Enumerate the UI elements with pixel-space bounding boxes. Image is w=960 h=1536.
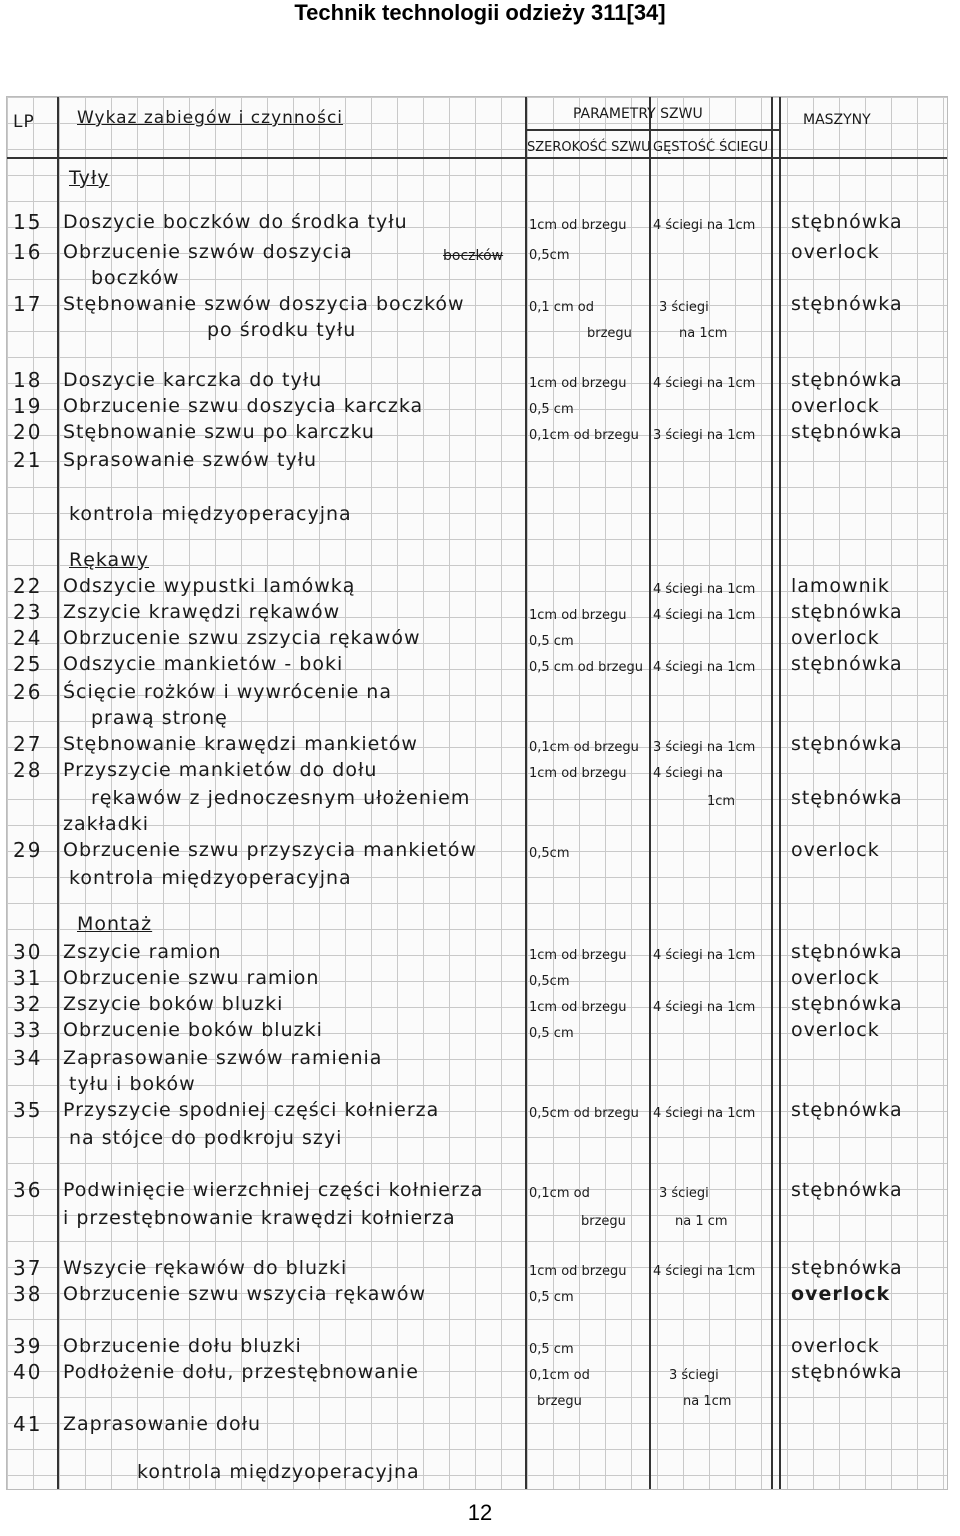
row-lp: 19 (13, 394, 43, 418)
row-operation: Obrzucenie boków bluzki (63, 1019, 323, 1041)
row-stitch-density: 4 ściegi na 1cm (653, 218, 756, 233)
row-stitch-density: 3 ściegi na 1cm (653, 740, 756, 755)
row-stitch-density: 4 ściegi na 1cm (653, 608, 756, 623)
row-stitch-density: 4 ściegi na 1cm (653, 1000, 756, 1015)
row-lp: 39 (13, 1334, 43, 1358)
column-rule-params (525, 97, 527, 1489)
row-lp: 38 (13, 1282, 43, 1306)
column-rule-lp (57, 97, 59, 1489)
row-seam-width: 0,5 cm (529, 1342, 574, 1357)
row-machine: stębnówka (791, 733, 903, 755)
row-seam-width: 1cm od brzegu (529, 608, 627, 623)
row-machine: stębnówka (791, 601, 903, 623)
row-stitch-density: 4 ściegi na 1cm (653, 948, 756, 963)
column-rule-machine-a (771, 97, 773, 1489)
row-operation: Sprasowanie szwów tyłu (63, 449, 318, 471)
row-lp: 29 (13, 838, 43, 862)
row-seam-width: 0,5cm (529, 846, 570, 861)
row-lp: 35 (13, 1098, 43, 1122)
row-lp: 16 (13, 240, 43, 264)
row-operation-cont2: zakładki (63, 813, 150, 835)
row-operation-cont: i przestębnowanie krawędzi kołnierza (63, 1207, 456, 1229)
row-operation: Obrzucenie dołu bluzki (63, 1335, 302, 1357)
row-lp: 17 (13, 292, 43, 316)
row-stitch-density: 4 ściegi na 1cm (653, 582, 756, 597)
row-seam-width: 0,5cm (529, 974, 570, 989)
row-operation: Zszycie boków bluzki (63, 993, 284, 1015)
params-header-rule (525, 129, 779, 131)
row-operation: Doszycie boczków do środka tyłu (63, 211, 408, 233)
row-operation: Obrzucenie szwu zszycia rękawów (63, 627, 421, 649)
row-stitch-density: 4 ściegi na 1cm (653, 1264, 756, 1279)
row-operation-cont: boczków (91, 267, 180, 289)
row-stitch-density: 3 ściegi (669, 1368, 719, 1383)
row-lp: 31 (13, 966, 43, 990)
header-operations: Wykaz zabiegów i czynności (77, 108, 344, 128)
row-operation: Obrzucenie szwu przyszycia mankietów (63, 839, 477, 861)
row-lp: 23 (13, 600, 43, 624)
header-machine: MASZYNY (803, 112, 871, 128)
row-lp: 37 (13, 1256, 43, 1280)
header-lp: LP (13, 112, 35, 132)
row-operation: Doszycie karczka do tyłu (63, 369, 323, 391)
row-machine: stębnówka (791, 369, 903, 391)
row-machine: lamownik (791, 575, 890, 597)
row-seam-width-cont: brzegu (537, 1394, 582, 1409)
page-title: Technik technologii odzieży 311[34] (294, 0, 666, 25)
row-seam-width-cont: brzegu (587, 326, 632, 341)
row-lp: 27 (13, 732, 43, 756)
row-operation: Przyszycie mankietów do dołu (63, 759, 378, 781)
page-number: 12 (467, 1500, 493, 1525)
row-machine: overlock (791, 839, 880, 861)
row-machine: overlock (791, 627, 880, 649)
header-params: PARAMETRY SZWU (573, 106, 703, 122)
row-operation-cont: prawą stronę (91, 707, 228, 729)
row-operation: Obrzucenie szwu wszycia rękawów (63, 1283, 427, 1305)
header-seam-width: SZEROKOŚĆ SZWU (527, 140, 651, 155)
row-stitch-density: 3 ściegi na 1cm (653, 428, 756, 443)
column-rule-density (649, 97, 651, 1489)
row-operation: Obrzucenie szwów doszycia (63, 241, 353, 263)
row-operation: Zaprasowanie dołu (63, 1413, 262, 1435)
row-seam-width: 0,5 cm od brzegu (529, 660, 643, 675)
row-seam-width: 1cm od brzegu (529, 1264, 627, 1279)
row-operation: Odszycie mankietów - boki (63, 653, 344, 675)
row-seam-width: 0,1 cm od (529, 300, 594, 315)
row-lp: 21 (13, 448, 43, 472)
row-seam-width: 0,5 cm (529, 1026, 574, 1041)
row-seam-width: 1cm od brzegu (529, 1000, 627, 1015)
header-bottom-rule (7, 157, 947, 159)
row-operation-cont: tyłu i boków (69, 1073, 196, 1095)
row-operation: Obrzucenie szwu ramion (63, 967, 320, 989)
row-lp: 32 (13, 992, 43, 1016)
row-stitch-density: 3 ściegi (659, 1186, 709, 1201)
row-lp: 41 (13, 1412, 43, 1436)
row-lp: 30 (13, 940, 43, 964)
row-lp: 15 (13, 210, 43, 234)
row-operation: Obrzucenie szwu doszycia karczka (63, 395, 424, 417)
row-machine: stębnówka (791, 421, 903, 443)
row-seam-width: 0,5 cm (529, 402, 574, 417)
row-stitch-density-cont: 1cm (707, 794, 736, 809)
row-stitch-density-cont: na 1cm (679, 326, 728, 341)
row-lp: 20 (13, 420, 43, 444)
row-stitch-density-cont: na 1 cm (675, 1214, 728, 1229)
row-operation: Stębnowanie szwu po karczku (63, 421, 375, 443)
row-operation-cont: po środku tyłu (207, 319, 357, 341)
row-operation-cont: na stójce do podkroju szyi (69, 1127, 343, 1149)
row-operation-struck: boczków (443, 248, 504, 264)
row-machine: stębnówka (791, 787, 903, 809)
row-machine: overlock (791, 241, 880, 263)
row-seam-width: 0,1cm od brzegu (529, 428, 639, 443)
row-lp: 34 (13, 1046, 43, 1070)
row-lp: 24 (13, 626, 43, 650)
row-seam-width: 0,5cm (529, 248, 570, 263)
row-operation: Zszycie ramion (63, 941, 222, 963)
section-montaz: Montaż (77, 913, 153, 935)
row-machine: stębnówka (791, 653, 903, 675)
row-seam-width: 0,5cm od brzegu (529, 1106, 639, 1121)
header-stitch-density: GĘSTOŚĆ ŚCIEGU (653, 140, 769, 155)
row-operation-cont: rękawów z jednoczesnym ułożeniem (91, 787, 471, 809)
note-kontrola: kontrola międzyoperacyjna (137, 1461, 420, 1483)
row-machine: stębnówka (791, 993, 903, 1015)
row-stitch-density: 4 ściegi na 1cm (653, 1106, 756, 1121)
row-machine: stębnówka (791, 941, 903, 963)
row-operation: Odszycie wypustki lamówką (63, 575, 356, 597)
row-operation: Zaprasowanie szwów ramienia (63, 1047, 383, 1069)
row-seam-width: 0,1cm od (529, 1186, 590, 1201)
row-machine: stębnówka (791, 211, 903, 233)
row-lp: 36 (13, 1178, 43, 1202)
row-seam-width: 1cm od brzegu (529, 376, 627, 391)
row-lp: 25 (13, 652, 43, 676)
row-stitch-density: 3 ściegi (659, 300, 709, 315)
row-stitch-density: 4 ściegi na 1cm (653, 660, 756, 675)
row-seam-width: 0,1cm od (529, 1368, 590, 1383)
row-lp: 33 (13, 1018, 43, 1042)
row-seam-width: 1cm od brzegu (529, 766, 627, 781)
row-seam-width: 1cm od brzegu (529, 218, 627, 233)
row-machine: overlock (791, 395, 880, 417)
row-machine: stębnówka (791, 1361, 903, 1383)
row-seam-width: 0,1cm od brzegu (529, 740, 639, 755)
row-seam-width: 1cm od brzegu (529, 948, 627, 963)
column-rule-machine-b (779, 97, 781, 1489)
row-operation: Wszycie rękawów do bluzki (63, 1257, 348, 1279)
row-machine: overlock (791, 1335, 880, 1357)
row-machine: overlock (791, 1019, 880, 1041)
row-operation: Stębnowanie szwów doszycia boczków (63, 293, 465, 315)
row-lp: 18 (13, 368, 43, 392)
section-tyl: Tyły (69, 167, 110, 189)
row-operation: Przyszycie spodniej części kołnierza (63, 1099, 440, 1121)
row-stitch-density-cont: na 1cm (683, 1394, 732, 1409)
handwritten-sheet (6, 96, 948, 1490)
row-operation: Podłożenie dołu, przestębnowanie (63, 1361, 419, 1383)
row-machine: stębnówka (791, 1257, 903, 1279)
row-operation: Stębnowanie krawędzi mankietów (63, 733, 418, 755)
note-kontrola: kontrola międzyoperacyjna (69, 503, 352, 525)
row-seam-width: 0,5 cm (529, 1290, 574, 1305)
section-rekawy: Rękawy (69, 549, 149, 571)
row-stitch-density: 4 ściegi na 1cm (653, 376, 756, 391)
row-machine: stębnówka (791, 293, 903, 315)
note-kontrola: kontrola międzyoperacyjna (69, 867, 352, 889)
row-operation: Ścięcie rożków i wywrócenie na (63, 681, 392, 703)
row-machine: stębnówka (791, 1179, 903, 1201)
row-seam-width-cont: brzegu (581, 1214, 626, 1229)
row-machine: overlock (791, 1283, 891, 1305)
row-operation: Podwinięcie wierzchniej części kołnierza (63, 1179, 484, 1201)
row-seam-width: 0,5 cm (529, 634, 574, 649)
row-machine: overlock (791, 967, 880, 989)
row-stitch-density: 4 ściegi na (653, 766, 724, 781)
row-machine: stębnówka (791, 1099, 903, 1121)
row-lp: 40 (13, 1360, 43, 1384)
row-lp: 28 (13, 758, 43, 782)
row-lp: 26 (13, 680, 43, 704)
row-operation: Zszycie krawędzi rękawów (63, 601, 341, 623)
row-lp: 22 (13, 574, 43, 598)
